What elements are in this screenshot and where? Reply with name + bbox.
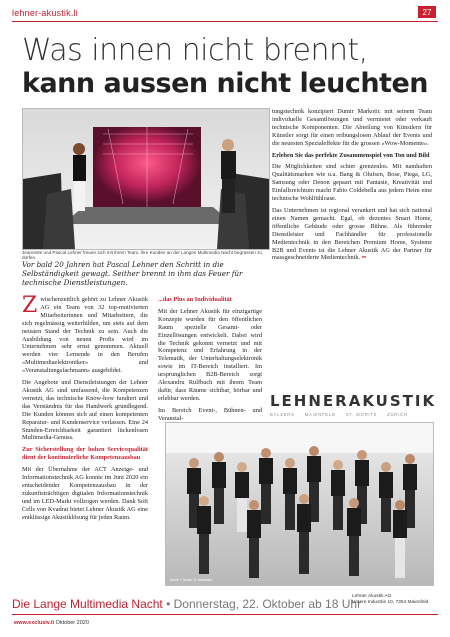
- col3-paragraph-3: Das Unternehmen ist regional verankert und hat sich national einen Namen gemacht. Egal, ob dezentes Smart Home, öffentliche Gebäude oder grosse Bühne. Als führender Dienstleister und Fachhändler für professionelle Medientechnik in den Bereichen Premium Home, Systeme B2B und Events ist die Lehner Akustik AG der Partner für massgeschneiderte Medientechnik. ••: [272, 206, 432, 262]
- column-2: [158, 296, 262, 427]
- logo-location: ZÜRICH: [387, 412, 408, 417]
- photo-team: [165, 422, 434, 586]
- footer-publication: [14, 620, 89, 626]
- team-image: [166, 423, 433, 585]
- photo-stage: [22, 108, 270, 250]
- column-1: [22, 293, 148, 525]
- logo-locations: [270, 412, 436, 417]
- logo-wordmark: LEHNERAKUSTIK: [270, 392, 437, 410]
- col3-paragraph-2: Die Möglichkeiten sind schier grenzenlos. Mit namhaften Qualitätsmarken wie u.a. Bang & Olufsen, Bose, Piega, LG, Samsung oder Denon gepaart mit Fantasie, Kreativität und Einfallsreichtum macht Fabio Coldebella aus jedem Heim eine technische Wohlfühloase.: [272, 163, 432, 203]
- page-number: 27: [418, 6, 436, 18]
- company-logo: [270, 392, 436, 417]
- col1-paragraph-3: Mit der Übernahme der ACT Anzeige- und Informationstechnik AG konnte im Juni 2020 ein entscheidender Kompetenzausbau in der zukunftsträchtigen digitalen Informationstechnik und im LED-Markt vollzogen werden. Dank Soft Cells von Kvadrat bietet Lehner Akustik AG eine entklüssige Akustiklösung für jeden Raum.: [22, 466, 148, 521]
- title-line-1: Was innen nicht brennt,: [22, 33, 368, 68]
- event-date: • Donnerstag, 22. Oktober ab 18 Uhr: [166, 597, 362, 611]
- end-mark: ••: [361, 254, 367, 262]
- drop-cap: Z: [22, 293, 38, 318]
- logo-location: BALZERS: [270, 412, 295, 417]
- photo-caption: Jeannette und Pascal Lehner freuen sich mit ihrem Team, ihre Kunden an der Langen Multimedia Nacht begrüssen zu dürfen.: [22, 250, 262, 260]
- col1-paragraph-1: wischenzeitlich gehört zu Lehner Akustik AG ein Team von 32 top-motivierten Mitarbeiterinnen und Mitarbeitern, die sich regelmässig weiterbilden, um stets auf dem neusten Stand der Technik zu sein. Auch die Ausbildung von neuen Profis wird im Unternehmen sehr ernst genommen. Aktuell werden vier Lernende in den Berufen «Multimediaelektroniker» und «Veranstaltungsfachmann» ausgebildet.: [22, 296, 148, 375]
- company-street: Untere Industrie 10, 7304 Maienfeld: [352, 600, 429, 605]
- col1-subhead: Zur Sicherstellung der hohen Servicequalität dient der kontinuierliche Kompetenzausbau: [22, 446, 148, 462]
- event-name: Die Lange Multimedia Nacht: [12, 597, 163, 611]
- company-name: Lehner Akustik AG: [352, 594, 392, 599]
- event-banner: [12, 597, 361, 611]
- photo-credit: fotos + texts: © exclusiv: [170, 577, 213, 582]
- col2-paragraph-1: Mit der Lehner Akustik für einzigartige Konzepte wurden für den öffentlichen Raum spezielle Gesamt- oder Einzellösungen entwickelt. Dabei wird die Technik gekonnt vernetzt und mit Kompetenz und Erfahrung in der Telematik, der Unterhaltungselektronik sowie im IT-Bereich installiert. Im ursprunglichen B2B-Bereich sorgt Alexandru Rulfbuch mit ihrem Team dafür, dass Räume sichtbar, hörbar und erlebbar werden.: [158, 307, 262, 402]
- col3-paragraph-1: tungstechnik konzipiert Dumir Markotic mit seinem Team individuelle Gesamtlösungen und vermietet oder verkauft technische Komponenten. Die Abteilung von Künstlern für Künstler sorgt für einen reibungslosen Ablauf der Events und die neuesten Spezialeffekte für die grossen «Wow-Momente».: [272, 108, 432, 147]
- publication-site[interactable]: www.exclusiv.li: [14, 620, 55, 626]
- logo-location: MAIENFELD: [304, 412, 336, 417]
- column-3: [272, 108, 432, 266]
- lead-text: Vor bald 20 Jahren hat Pascal Lehner den Schritt in die Selbständigkeit gewagt. Seither brennt in ihm das Feuer für technische Dienstleistungen.: [22, 260, 243, 287]
- company-address: [352, 594, 428, 606]
- col2-paragraph-2: Im Bereich Event-, Bühnen- und Veranstal-: [158, 406, 262, 422]
- stage-image: [23, 109, 269, 249]
- col3-subhead: Erleben Sie das perfekte Zusammenspiel von Ton und Bild: [272, 151, 430, 159]
- col1-paragraph-2: Die Angebote und Dienstleistungen der Lehner Akustik AG sind umfassend, die Kompetenzen vernetzt, das technische Know-how fundiert und das Verständnis für das Handwerk grundlegend. Die Kunden können sich auf einen kompetenten Reparatur- und Kundenservice verlassen. Eine 24 Stunden-Erreichbarkeit garantiert lückenlosen Multimedia-Genuss.: [22, 379, 148, 442]
- site-url[interactable]: lehner-akustik.li: [12, 8, 78, 18]
- header-rule: [12, 21, 438, 22]
- publication-issue: Oktober 2020: [55, 620, 89, 626]
- footer-rule: [12, 614, 438, 615]
- col2-subhead: ...das Plus an Individualität: [158, 296, 232, 303]
- logo-location: ST. MORITZ: [345, 412, 378, 417]
- title-line-2: kann aussen nicht leuchten: [22, 68, 429, 99]
